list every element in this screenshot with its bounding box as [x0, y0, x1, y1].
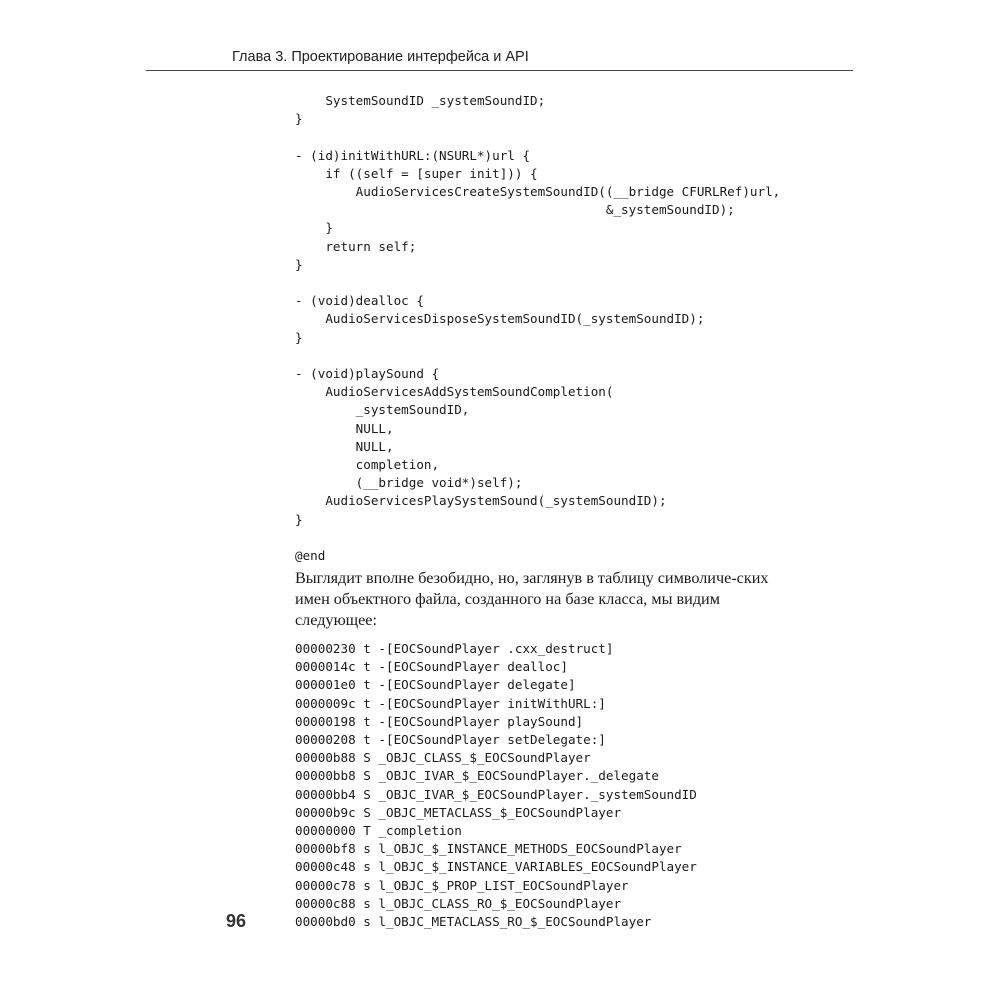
page-number: 96	[226, 911, 247, 931]
header-rule	[146, 70, 853, 71]
body-paragraph: Выглядит вполне безобидно, но, заглянув в таблицу символиче-ских имен объектного файла, созданного на базе класса, мы видим следующее:	[295, 569, 769, 629]
symbol-table-listing: 00000230 t -[EOCSoundPlayer .cxx_destruct] 0000014c t -[EOCSoundPlayer dealloc] 000001e0 t -[EOCSoundPlayer delegate] 0000009c t -[EOCSoundPlayer initWithURL:] 00000198 t -[EOCSoundPlayer playSound] 00000208 t -[EOCSoundPlayer setDelegate:] 00000b88 S _OBJC_CLASS_$_EOCSoundPlayer 00000bb8 S _OBJC_IVAR_$_EOCSoundPlayer._delegate 00000bb4 S _OBJC_IVAR_$_EOCSoundPlayer._systemSoundID 00000b9c S _OBJC_METACLASS_$_EOCSoundPlayer 00000000 T _completion 00000bf8 s l_OBJC_$_INSTANCE_METHODS_EOCSoundPlayer 00000c48 s l_OBJC_$_INSTANCE_VARIABLES_EOCSoundPlayer 00000c78 s l_OBJC_$_PROP_LIST_EOCSoundPlayer 00000c88 s l_OBJC_CLASS_RO_$_EOCSoundPlayer 00000bd0 s l_OBJC_METACLASS_RO_$_EOCSoundPlayer	[295, 641, 697, 930]
code-listing-objc: SystemSoundID _systemSoundID; } - (id)initWithURL:(NSURL*)url { if ((self = [super init])) { AudioServicesCreateSystemSoundID((__bridge CFURLRef)url, &_systemSoundID); } return self; } - (void)dealloc { AudioServicesDisposeSystemSoundID(_systemSoundID); } - (void)playSound { AudioServicesAddSystemSoundCompletion( _systemSoundID, NULL, NULL, completion, (__bridge void*)self); AudioServicesPlaySystemSound(_systemSoundID); } @end	[295, 93, 781, 564]
running-head: Глава 3. Проектирование интерфейса и API	[232, 49, 529, 65]
